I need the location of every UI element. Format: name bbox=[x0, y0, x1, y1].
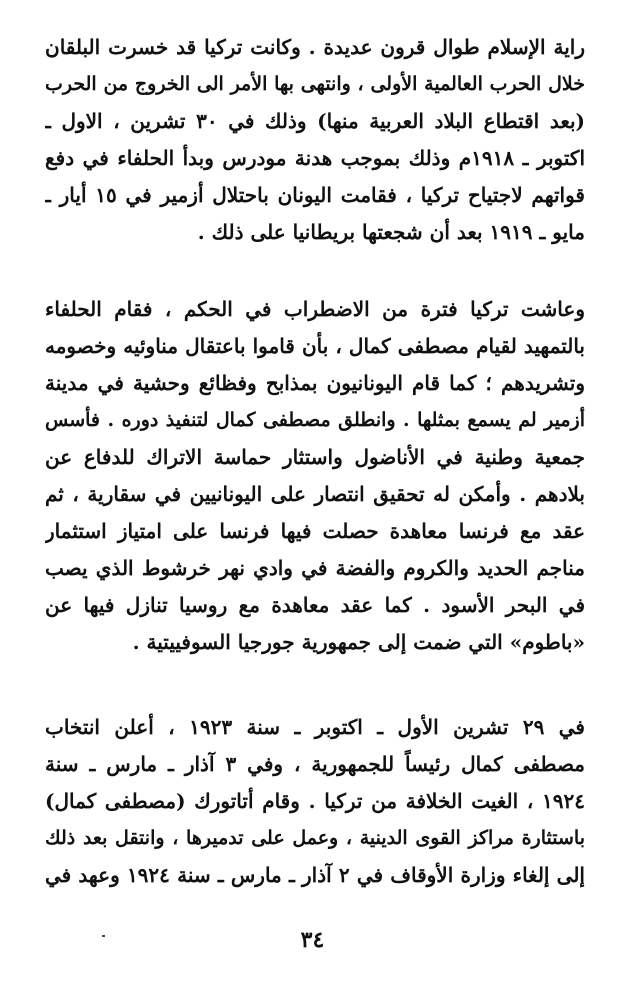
text-line: قواتهم لاجتياح تركيا ، فقامت اليونان باحتلال أزمير في ١٥ أيار ـ bbox=[45, 183, 585, 207]
text-line: جمعية وطنية في الأناضول واستثار حماسة الاتراك للدفاع عن bbox=[45, 445, 585, 469]
text-line: (بعد اقتطاع البلاد العربية منها) وذلك في ٣٠ تشرين ، الاول ـ bbox=[45, 109, 585, 133]
text-line: مايو ـ ١٩١٩ بعد أن شجعتها بريطانيا على ذلك . bbox=[197, 220, 585, 244]
text-line: مناجم الحديد والكروم والفضة في وادي نهر خرشوط الذي يصب bbox=[45, 556, 585, 580]
text-line: ١٩٢٤ ، الغيت الخلافة من تركيا . وقام أتاتورك (مصطفى كمال) bbox=[45, 789, 585, 813]
text-line: إلى إلغاء وزارة الأوقاف في ٢ آذار ـ مارس ـ سنة ١٩٢٤ وعهد في bbox=[45, 863, 585, 887]
text-line: أزمير لم يسمع بمثلها . وانطلق مصطفى كمال لتنفيذ دوره . فأسس bbox=[45, 409, 585, 431]
paragraph-1 bbox=[45, 29, 585, 251]
text-line: عقد مع فرنسا معاهدة حصلت فيها فرنسا على امتياز استثمار bbox=[45, 519, 585, 543]
text-line: بلادهم . وأمكن له تحقيق انتصار على اليونانيين في سقارية ، ثم bbox=[45, 482, 585, 506]
text-line: راية الإسلام طوال قرون عديدة . وكانت تركيا قد خسرت البلقان bbox=[45, 35, 585, 59]
text-line: خلال الحرب العالمية الأولى ، وانتهى بها الأمر الى الخروج من الحرب bbox=[45, 73, 585, 95]
text-line: اكتوبر ـ ١٩١٨م وذلك بموجب هدنة مودرس وبدأ الحلفاء في دفع bbox=[45, 146, 585, 170]
page-number: ٣٤ bbox=[300, 927, 325, 953]
text-line: باستثارة مراكز القوى الدينية ، وعمل على تدميرها ، وانتقل بعد ذلك bbox=[45, 827, 585, 849]
text-line: «باطوم» التي ضمت إلى جمهورية جورجيا السوفييتية . bbox=[132, 630, 585, 654]
text-line: وتشريدهم ؛ كما قام اليونانيون بمذابح وفظائع وحشية في مدينة bbox=[45, 371, 585, 395]
paragraph-3 bbox=[45, 709, 585, 894]
text-line: في البحر الأسود . كما عقد معاهدة مع روسيا تنازل فيها عن bbox=[45, 593, 585, 617]
text-line: في ٢٩ تشرين الأول ـ اكتوبر ـ سنة ١٩٢٣ ، أعلن انتخاب bbox=[45, 715, 585, 739]
text-line: بالتمهيد لقيام مصطفى كمال ، بأن قاموا باعتقال مناوئيه وخصومه bbox=[45, 334, 585, 358]
paragraph-2 bbox=[45, 291, 585, 661]
text-line: وعاشت تركيا فترة من الاضطراب في الحكم ، فقام الحلفاء bbox=[45, 297, 585, 321]
text-line: مصطفى كمال رئيساً للجمهورية ، وفي ٣ آذار ـ مارس ـ سنة bbox=[45, 752, 585, 776]
